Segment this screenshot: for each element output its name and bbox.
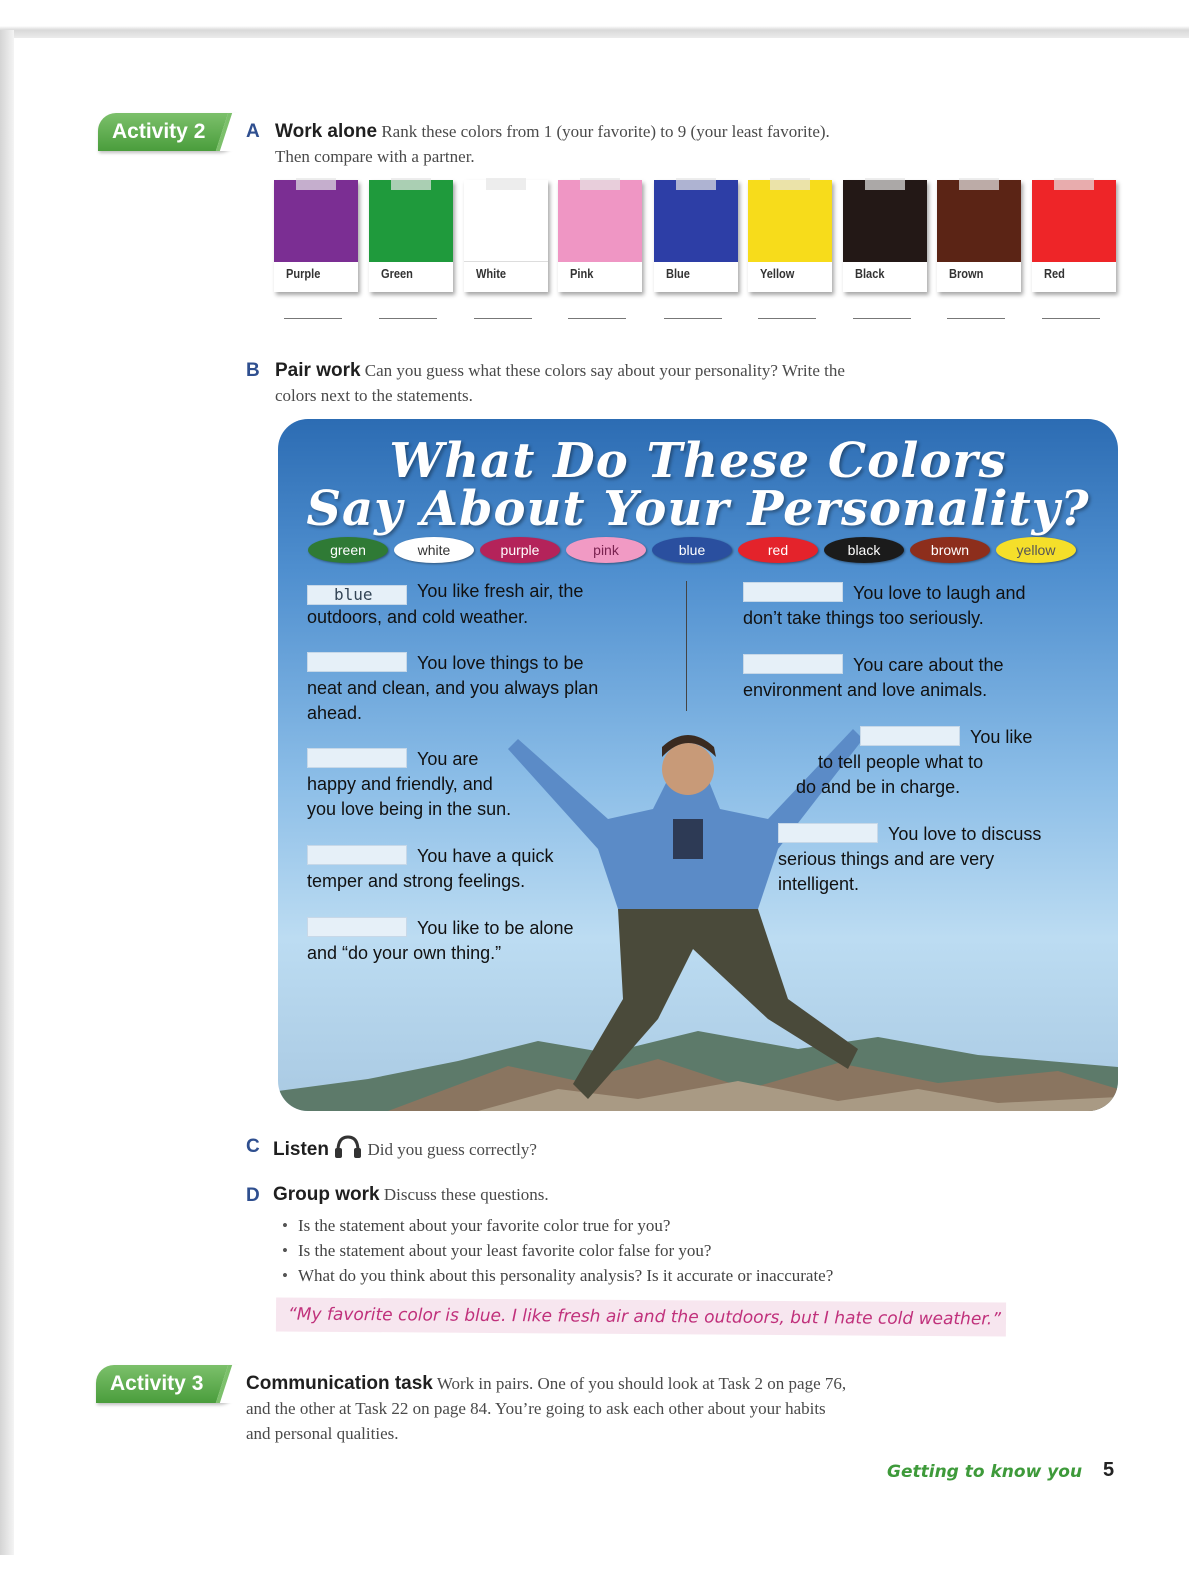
headphones-icon bbox=[333, 1133, 363, 1157]
statement-text: happy and friendly, and bbox=[307, 774, 493, 794]
color-word-pill: green bbox=[308, 537, 388, 563]
color-word-pill: purple bbox=[480, 537, 560, 563]
statement-right-1 bbox=[743, 653, 1083, 703]
tape-strip bbox=[865, 178, 905, 190]
statement-text: to tell people what to bbox=[818, 752, 984, 772]
answer-blank[interactable] bbox=[307, 652, 407, 672]
statement-first-line bbox=[307, 916, 667, 941]
rank-blank[interactable] bbox=[474, 318, 532, 319]
rank-blank[interactable] bbox=[1042, 318, 1100, 319]
statement-text: You are bbox=[417, 749, 479, 769]
statement-first-line bbox=[307, 844, 667, 869]
section-a-lead: Work alone bbox=[275, 121, 378, 142]
statement-left-1 bbox=[307, 651, 667, 726]
activity-3-instructions bbox=[246, 1371, 1046, 1446]
scan-edge-top bbox=[0, 0, 1189, 38]
color-swatch bbox=[464, 180, 548, 262]
activity-2-tab-label: Activity 2 bbox=[112, 120, 206, 143]
color-swatch bbox=[654, 180, 738, 262]
section-b-text2: colors next to the statements. bbox=[275, 386, 473, 405]
color-card-label: Red bbox=[1044, 266, 1065, 281]
answer-blank[interactable]: blue bbox=[307, 585, 407, 605]
color-card-red bbox=[1032, 180, 1116, 292]
tape-strip bbox=[580, 178, 620, 190]
rank-blank[interactable] bbox=[568, 318, 626, 319]
rank-blank[interactable] bbox=[664, 318, 722, 319]
section-b-instructions bbox=[275, 358, 1095, 408]
statement-text: temper and strong feelings. bbox=[307, 871, 526, 891]
statement-text: ahead. bbox=[307, 703, 363, 723]
color-swatch bbox=[843, 180, 927, 262]
statement-first-line bbox=[778, 822, 1098, 847]
rank-blank[interactable] bbox=[758, 318, 816, 319]
statement-text: You love to discuss bbox=[888, 824, 1042, 844]
section-a-instructions bbox=[275, 119, 1095, 169]
color-word-pill: blue bbox=[652, 537, 732, 563]
statement-right-3 bbox=[778, 822, 1098, 897]
activity-3-tab-label: Activity 3 bbox=[110, 1372, 204, 1395]
color-card-label: Yellow bbox=[760, 266, 795, 281]
page-number: 5 bbox=[1103, 1459, 1115, 1481]
section-c-lead: Listen bbox=[273, 1139, 329, 1160]
tape-strip bbox=[391, 178, 431, 190]
tape-strip bbox=[296, 178, 336, 190]
panel-title-line1: What Do These Colors bbox=[389, 433, 1007, 489]
color-card-brown bbox=[937, 180, 1021, 292]
section-d-instructions bbox=[273, 1182, 973, 1207]
panel-divider bbox=[686, 581, 687, 711]
section-a-text: Rank these colors from 1 (your favorite) to 9 (your least favorite). bbox=[381, 122, 830, 141]
statement-left-0 bbox=[307, 579, 667, 630]
color-card-purple bbox=[274, 180, 358, 292]
statement-text: you love being in the sun. bbox=[307, 799, 512, 819]
section-c-letter: C bbox=[246, 1136, 260, 1157]
section-b-text: Can you guess what these colors say about your personality? Write the bbox=[364, 361, 845, 380]
color-card-green bbox=[369, 180, 453, 292]
color-card-label: Blue bbox=[666, 266, 690, 281]
tape-strip bbox=[770, 178, 810, 190]
statement-text: You have a quick bbox=[417, 846, 554, 866]
statement-first-line bbox=[307, 651, 667, 676]
statement-first-line bbox=[748, 725, 1088, 750]
activity-3-line2: and the other at Task 22 on page 84. You’re going to ask each other about your habits bbox=[246, 1399, 826, 1418]
statement-left-3 bbox=[307, 844, 667, 894]
color-card-label: Brown bbox=[949, 266, 984, 281]
statement-text: You like bbox=[970, 727, 1033, 747]
rank-blank[interactable] bbox=[284, 318, 342, 319]
activity-3-line3: and personal qualities. bbox=[246, 1424, 399, 1443]
color-card-white bbox=[464, 180, 548, 292]
section-d-text: Discuss these questions. bbox=[383, 1185, 549, 1204]
unit-title: Getting to know you bbox=[887, 1462, 1083, 1482]
statement-text: serious things and are very bbox=[778, 849, 995, 869]
statement-text: intelligent. bbox=[778, 874, 860, 894]
statement-text: You like to be alone bbox=[417, 918, 574, 938]
statement-first-line bbox=[743, 653, 1083, 678]
color-card-yellow bbox=[748, 180, 832, 292]
color-card-black bbox=[843, 180, 927, 292]
rank-blank[interactable] bbox=[379, 318, 437, 319]
answer-blank[interactable] bbox=[743, 654, 843, 674]
color-swatch bbox=[1032, 180, 1116, 262]
tape-strip bbox=[676, 178, 716, 190]
section-c-text: Did you guess correctly? bbox=[367, 1140, 537, 1159]
color-card-label: White bbox=[476, 266, 507, 281]
section-b-letter: B bbox=[246, 360, 260, 381]
question-item: • What do you think about this personality analysis? Is it accurate or inaccurate? bbox=[300, 1263, 833, 1288]
answer-blank[interactable] bbox=[778, 823, 878, 843]
section-d-letter: D bbox=[246, 1185, 260, 1206]
activity-3-tab bbox=[96, 1365, 236, 1403]
section-a-text2: Then compare with a partner. bbox=[275, 147, 475, 166]
statement-text: and “do your own thing.” bbox=[307, 943, 502, 963]
statement-left-4 bbox=[307, 916, 667, 966]
statement-text: You love to laugh and bbox=[853, 583, 1026, 603]
color-word-pill: pink bbox=[566, 537, 646, 563]
section-b-lead: Pair work bbox=[275, 360, 361, 381]
question-item: • Is the statement about your least favorite color false for you? bbox=[300, 1238, 833, 1263]
color-card-blue bbox=[654, 180, 738, 292]
color-card-label: Green bbox=[381, 266, 413, 281]
panel-title-line2: Say About Your Personality? bbox=[306, 481, 1090, 537]
color-swatch bbox=[369, 180, 453, 262]
color-word-pill: white bbox=[394, 537, 474, 563]
statement-text: neat and clean, and you always plan bbox=[307, 678, 599, 698]
section-c-instructions bbox=[273, 1133, 973, 1162]
statement-right-2 bbox=[748, 725, 1088, 800]
statement-left-2 bbox=[307, 747, 667, 822]
answer-blank[interactable] bbox=[860, 726, 960, 746]
color-word-pill: brown bbox=[910, 537, 990, 563]
rank-blank[interactable] bbox=[853, 318, 911, 319]
color-card-label: Black bbox=[855, 266, 885, 281]
personality-panel bbox=[278, 419, 1118, 1111]
color-card-label: Purple bbox=[286, 266, 321, 281]
color-word-pill: yellow bbox=[996, 537, 1076, 563]
statement-right-0 bbox=[743, 581, 1083, 631]
color-word-pill: black bbox=[824, 537, 904, 563]
tape-strip bbox=[486, 178, 526, 190]
answer-blank[interactable] bbox=[307, 917, 407, 937]
activity-2-tab bbox=[98, 113, 236, 151]
tape-strip bbox=[1054, 178, 1094, 190]
answer-blank[interactable] bbox=[307, 748, 407, 768]
answer-blank[interactable] bbox=[743, 582, 843, 602]
section-a-letter: A bbox=[246, 121, 260, 142]
activity-3-line1: Work in pairs. One of you should look at Task 2 on page 76, bbox=[436, 1374, 847, 1393]
discussion-questions bbox=[297, 1213, 834, 1288]
statement-text: You love things to be bbox=[417, 653, 584, 673]
tape-strip bbox=[959, 178, 999, 190]
color-swatch bbox=[274, 180, 358, 262]
statement-text: don’t take things too seriously. bbox=[743, 608, 984, 628]
statement-first-line bbox=[307, 579, 667, 605]
statement-text: outdoors, and cold weather. bbox=[307, 607, 529, 627]
statement-text: environment and love animals. bbox=[743, 680, 988, 700]
statement-text: You like fresh air, the bbox=[417, 581, 584, 601]
statement-text: You care about the bbox=[853, 655, 1004, 675]
color-swatch bbox=[748, 180, 832, 262]
statement-text: do and be in charge. bbox=[796, 777, 961, 797]
statement-first-line bbox=[743, 581, 1083, 606]
color-card-label: Pink bbox=[570, 266, 594, 281]
rank-blank[interactable] bbox=[947, 318, 1005, 319]
activity-3-lead: Communication task bbox=[246, 1373, 433, 1394]
color-swatch bbox=[937, 180, 1021, 262]
color-swatch bbox=[558, 180, 642, 262]
section-d-lead: Group work bbox=[273, 1184, 380, 1205]
color-word-pill: red bbox=[738, 537, 818, 563]
statement-first-line bbox=[307, 747, 667, 772]
example-quote: “My favorite color is blue. I like fresh air and the outdoors, but I hate cold weather.” bbox=[276, 1297, 1006, 1336]
scan-edge-left bbox=[0, 30, 14, 1555]
color-card-pink bbox=[558, 180, 642, 292]
answer-blank[interactable] bbox=[307, 845, 407, 865]
question-item: • Is the statement about your favorite color true for you? bbox=[300, 1213, 833, 1238]
